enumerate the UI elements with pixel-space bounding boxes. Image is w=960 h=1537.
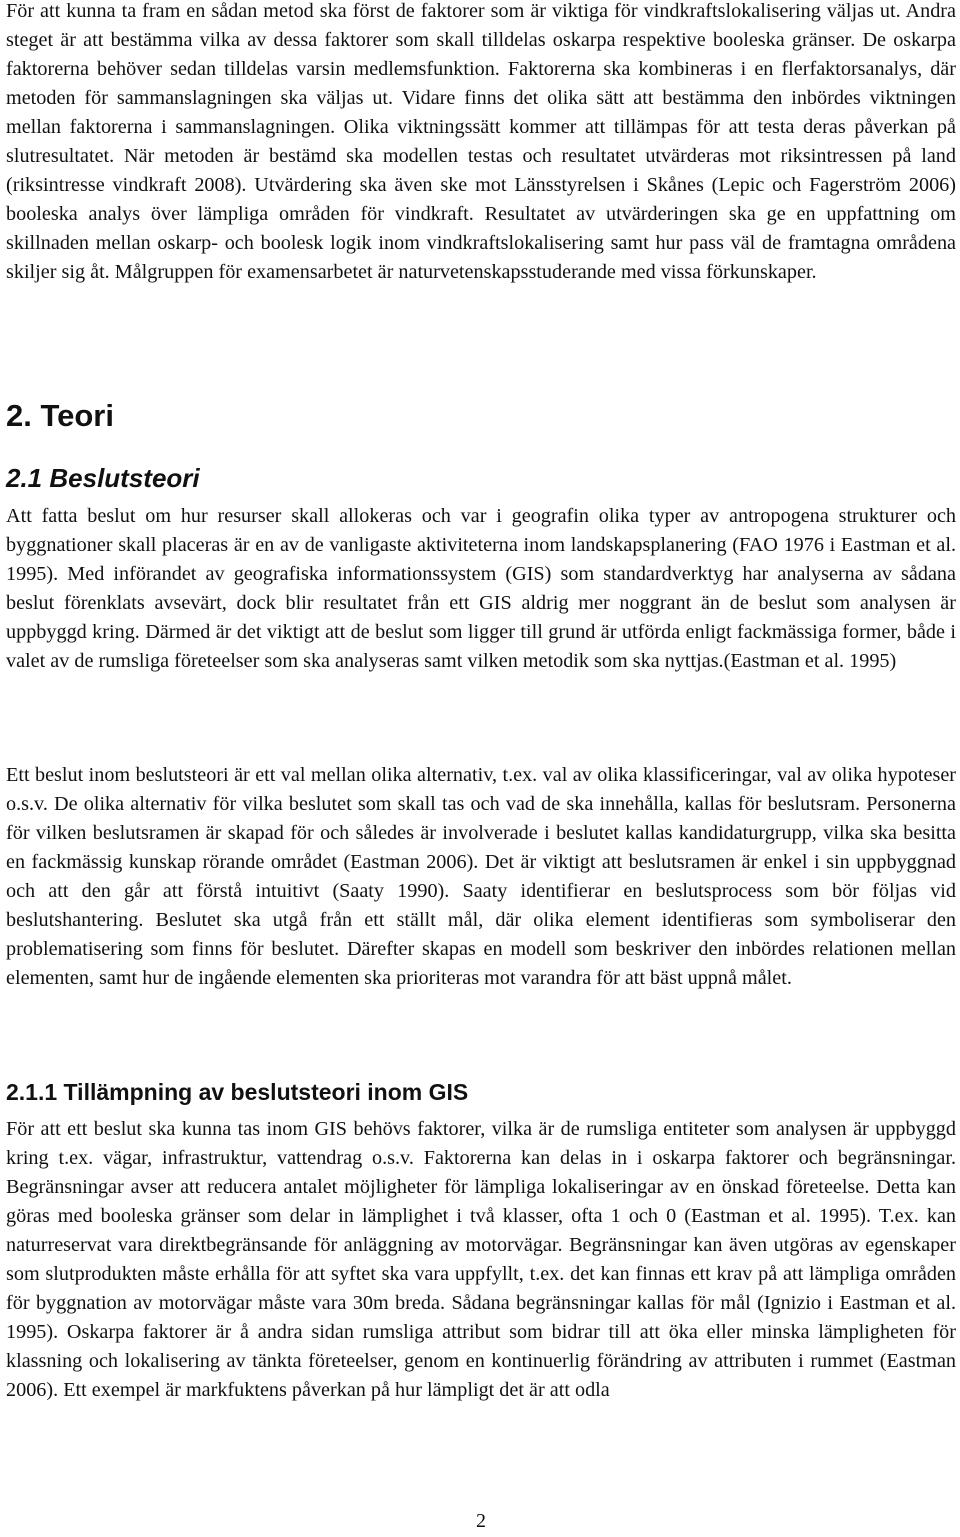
beslutsteori-paragraph-1: Att fatta beslut om hur resurser skall allokeras och var i geografin olika typer av antropogena strukturer och byggnationer skall placeras är en av de vanligaste aktiviteterna inom landskapsplanering (FAO 1976 i Eastman et al. 1995). Med införandet av geografiska informationssystem (GIS) som standardverktyg har analyserna av sådana beslut förenklats avsevärt, dock blir resultatet från ett GIS aldrig mer noggrant än de beslut som analysen är uppbyggd kring. Därmed är det viktigt att de beslut som ligger till grund är utförda enligt fackmässiga former, både i valet av de rumsliga företeelser som ska analyseras samt vilken metodik som ska nyttjas.(Eastman et al. 1995) (6, 505, 956, 672)
subsubsection-heading-gis: 2.1.1 Tillämpning av beslutsteori inom GIS (6, 1079, 469, 1105)
section-heading-teori: 2. Teori (6, 398, 114, 433)
subsection-heading-beslutsteori: 2.1 Beslutsteori (6, 463, 200, 493)
intro-paragraph: För att kunna ta fram en sådan metod ska först de faktorer som är viktiga för vindkraftslokalisering väljas ut. Andra steget är att bestämma vilka av dessa faktorer som skall tilldelas oskarpa respektive booleska gränser. De oskarpa faktorerna behöver sedan tilldelas varsin medlemsfunktion. Faktorerna ska kombineras i en flerfaktorsanalys, där metoden för sammanslagningen ska väljas ut. Vidare finns det olika sätt att bestämma den inbördes viktningen mellan faktorerna i sammanslagningen. Olika viktningssätt kommer att tillämpas för att testa deras påverkan på slutresultatet. När metoden är bestämd ska modellen testas och resultatet utvärderas mot riksintressen på land (riksintresse vindkraft 2008). Utvärdering ska även ske mot Länsstyrelsen i Skånes (Lepic och Fagerström 2006) booleska analys över lämpliga områden för vindkraft. Resultatet av utvärderingen ska ge en uppfattning om skillnaden mellan oskarp- och boolesk logik inom vindkraftslokalisering samt hur pass väl de framtagna områdena skiljer sig åt. Målgruppen för examensarbetet är naturvetenskapsstuderande med vissa förkunskaper. (6, 0, 956, 283)
document-page (6, 0, 956, 1537)
page-number: 2 (476, 1510, 486, 1532)
gis-paragraph: För att ett beslut ska kunna tas inom GIS behövs faktorer, vilka är de rumsliga entiteter som analysen är uppbyggd kring t.ex. vägar, infrastruktur, vattendrag o.s.v. Faktorerna kan delas in i oskarpa faktorer och begränsningar. Begränsningar avser att reducera antalet möjligheter för lämpliga lokaliseringar av en önskad företeelse. Detta kan göras med booleska gränser som delar in lämplighet i två klasser, ofta 1 och 0 (Eastman et al. 1995). T.ex. kan naturreservat vara direktbegränsande för anläggning av motorvägar. Begränsningar kan även utgöras av egenskaper som slutprodukten måste erhålla för att syftet ska vara uppfyllt, t.ex. det kan finnas ett krav på att lämpliga områden för byggnation av motorvägar måste vara 30m breda. Sådana begränsningar kallas för mål (Ignizio i Eastman et al. 1995). Oskarpa faktorer är å andra sidan rumsliga attribut som bidrar till att öka eller minska lämpligheten för klassning och lokalisering av tänkta företeelser, genom en kontinuerlig förändring av attributen i rummet (Eastman 2006). Ett exempel är markfuktens påverkan på hur lämpligt det är att odla (6, 1118, 956, 1401)
beslutsteori-paragraph-2: Ett beslut inom beslutsteori är ett val mellan olika alternativ, t.ex. val av olika klassificeringar, val av olika hypoteser o.s.v. De olika alternativ för vilka beslutet som skall tas och vad de ska innehålla, kallas för beslutsram. Personerna för vilken beslutsramen är skapad för och således är involverade i beslutet kallas kandidaturgrupp, vilka ska besitta en fackmässig kunskap rörande området (Eastman 2006). Det är viktigt att beslutsramen är enkel i sin uppbyggnad och att den går att förstå intuitivt (Saaty 1990). Saaty identifierar en beslutsprocess som bör följas vid beslutshantering. Beslutet ska utgå från ett ställt mål, där olika element identifieras som symboliserar den problematisering som finns för beslutet. Därefter skapas en modell som beskriver den inbördes relationen mellan elementen, samt hur de ingående elementen ska prioriteras mot varandra för att bäst uppnå målet. (6, 764, 956, 989)
